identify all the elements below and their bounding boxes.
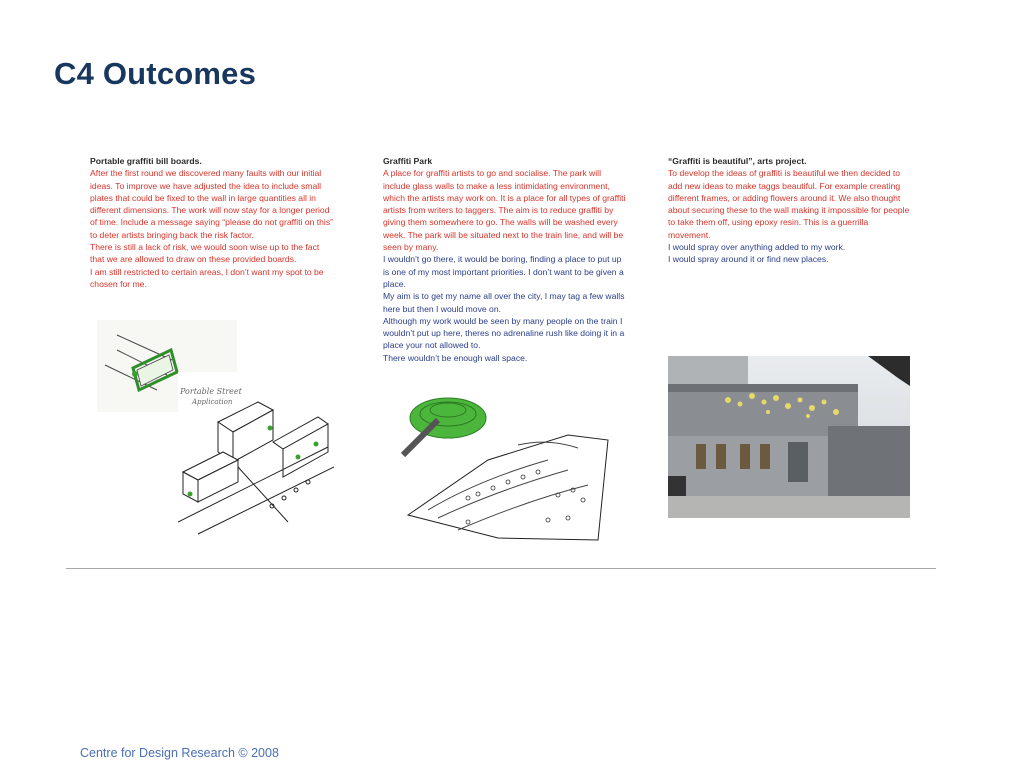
- footer-copyright: Centre for Design Research © 2008: [80, 746, 279, 760]
- svg-text:Portable Street: Portable Street: [180, 387, 242, 396]
- panel-paragraph: There wouldn’t be enough wall space.: [383, 352, 528, 363]
- panel-paragraph: A place for graffiti artists to go and socialise. The park will include glass walls to make a less intimidating environment, which the artists may work on. It is a place for all types of graffiti artists from writers to taggers. The aim is to reduce graffiti by giving them somewhere to go. The walls will be washed every week. The park will be situated next to the train line, and will be seen by many.: [383, 168, 626, 253]
- panel-heading: Graffiti Park: [383, 156, 433, 166]
- panel-paragraph: My aim is to get my name all over the city, I may tag a few walls here but then I would move on.: [383, 291, 625, 314]
- isometric-street-sketch: [178, 372, 334, 536]
- panel-heading: “Graffiti is beautiful”, arts project.: [668, 156, 807, 166]
- panel-graffiti-is-beautiful: [668, 155, 913, 266]
- divider-line: [66, 568, 936, 569]
- building-with-flowers-photo: [668, 356, 910, 518]
- panel-paragraph: Although my work would be seen by many people on the train I wouldn’t put up here, theres no adrenaline rush like doing it in a place your not allowed to.: [383, 315, 625, 351]
- panel-paragraph: I am still restricted to certain areas, I don’t want my spot to be chosen for me.: [90, 266, 324, 289]
- panel-heading: Portable graffiti bill boards.: [90, 156, 202, 166]
- panel-paragraph: After the first round we discovered many faults with our initial ideas. To improve we have adjusted the idea to include small plates that could be fixed to the wall in large quantities all in different dimensions. The work will now stay for a longer period of time. Include a message saying “please do not graffiti on this” to deter artists bringing back the risk factor.: [90, 168, 333, 240]
- panel-paragraph: I wouldn’t go there, it would be boring, finding a place to put up is one of my most important priorities. I don’t want to be given a place.: [383, 254, 624, 289]
- panel-paragraph: There is still a lack of risk, we would soon wise up to the fact that we are allowed to draw on these provided boards.: [90, 242, 320, 265]
- panel-portable-billboards: [90, 155, 335, 290]
- slide-title: C4 Outcomes: [54, 56, 257, 91]
- panel-graffiti-park: [383, 155, 628, 364]
- panel-paragraph: I would spray around it or find new places.: [668, 254, 829, 265]
- panel-paragraph: I would spray over anything added to my work.: [668, 242, 846, 253]
- panel-paragraph: To develop the ideas of graffiti is beautiful we then decided to add new ideas to make taggs beautiful. For example creating different frames, or adding flowers around it. We also thought about securing these to the wall making it impossible for people to take them off, using epoxy resin. This is a guerrilla movement.: [668, 168, 910, 240]
- svg-text:Application: Application: [192, 398, 233, 406]
- graffiti-park-sketch: [398, 390, 618, 545]
